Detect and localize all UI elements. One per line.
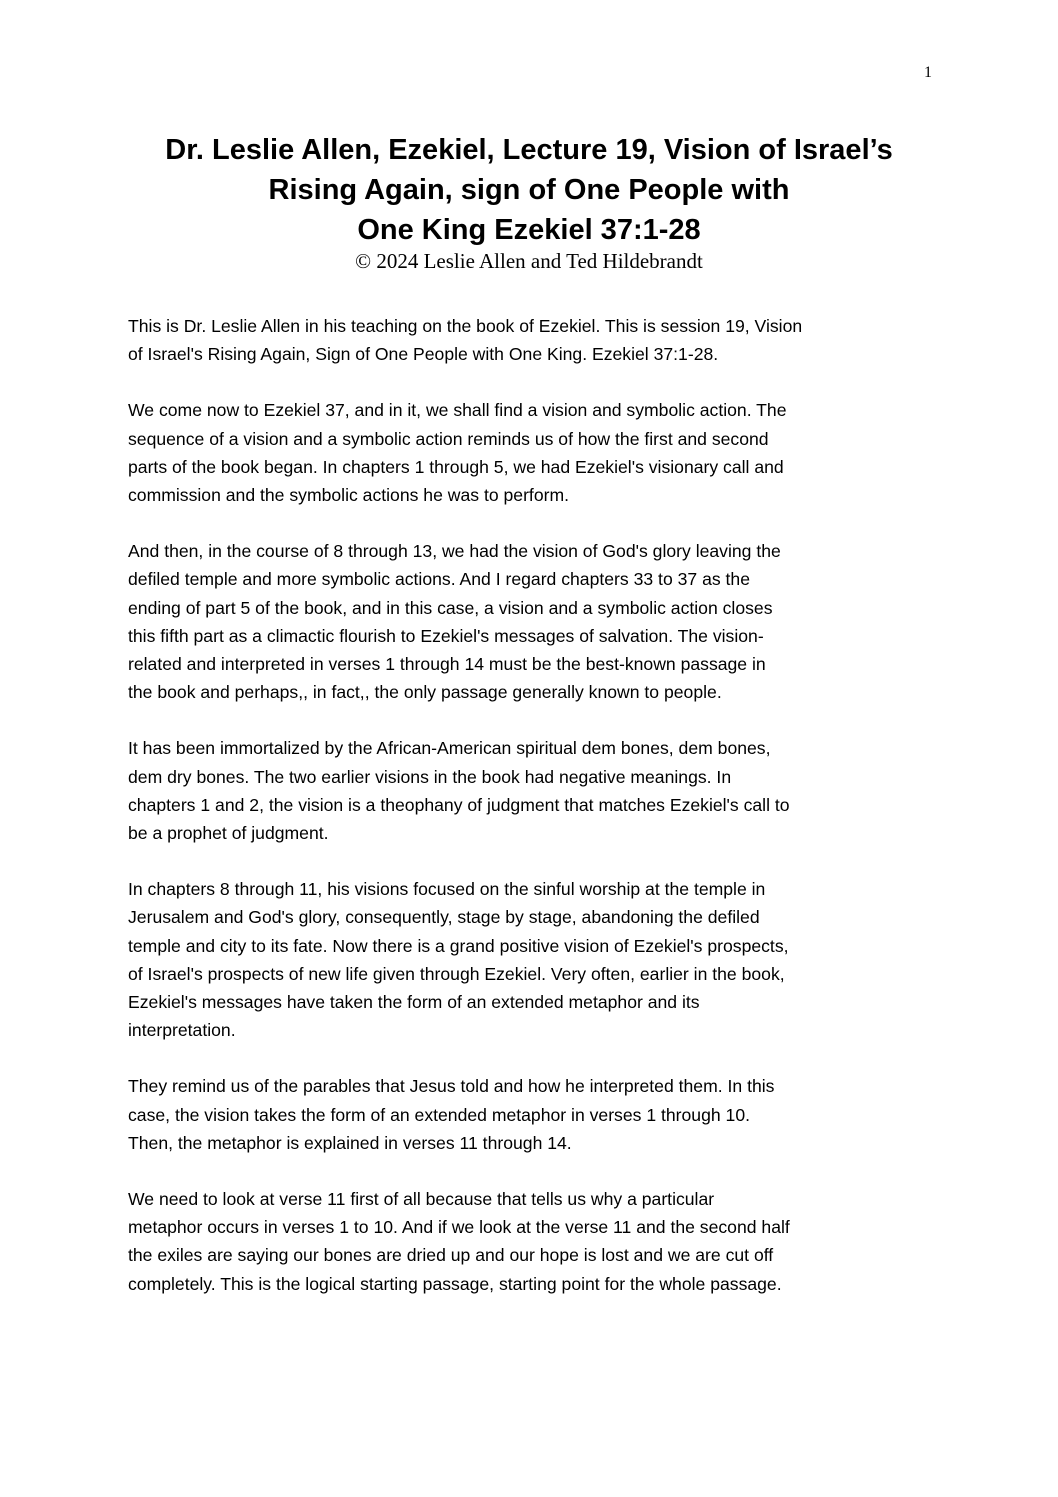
- text-line: ending of part 5 of the book, and in this case, a vision and a symbolic action closes: [128, 597, 773, 618]
- text-line: this fifth part as a climactic flourish to Ezekiel's messages of salvation. The vision-: [128, 625, 764, 646]
- text-line: the book and perhaps,, in fact,, the only passage generally known to people.: [128, 682, 722, 703]
- text-line: And then, in the course of 8 through 13, we had the vision of God's glory leaving the: [128, 541, 781, 562]
- page-number: 1: [924, 64, 932, 81]
- text-line: the exiles are saying our bones are dried up and our hope is lost and we are cut off: [128, 1245, 774, 1266]
- text-line: be a prophet of judgment.: [128, 823, 329, 844]
- text-line: They remind us of the parables that Jesus told and how he interpreted them. In this: [128, 1076, 775, 1097]
- paragraph-4: [128, 734, 928, 847]
- text-line: Jerusalem and God's glory, consequently, stage by stage, abandoning the defiled: [128, 907, 760, 928]
- paragraph-6: [128, 1072, 928, 1157]
- text-line: parts of the book began. In chapters 1 through 5, we had Ezekiel's visionary call and: [128, 456, 784, 477]
- text-line: completely. This is the logical starting passage, starting point for the whole passage.: [128, 1273, 782, 1294]
- text-line: sequence of a vision and a symbolic action reminds us of how the first and second: [128, 428, 769, 449]
- document-body: [128, 312, 928, 1326]
- text-line: temple and city to its fate. Now there is a grand positive vision of Ezekiel's prospects,: [128, 935, 789, 956]
- text-line: defiled temple and more symbolic actions. And I regard chapters 33 to 37 as the: [128, 569, 751, 590]
- text-line: This is Dr. Leslie Allen in his teaching on the book of Ezekiel. This is session 19, Vision: [128, 316, 803, 336]
- title-line-1: Dr. Leslie Allen, Ezekiel, Lecture 19, Vision of Israel’s: [165, 134, 893, 166]
- paragraph-3: [128, 537, 928, 706]
- paragraph-5: [128, 875, 928, 1044]
- title-line-3: One King Ezekiel 37:1-28: [357, 214, 701, 246]
- text-line: Ezekiel's messages have taken the form of an extended metaphor and its: [128, 992, 700, 1013]
- text-line: of Israel's prospects of new life given through Ezekiel. Very often, earlier in the book,: [128, 963, 785, 984]
- text-line: of Israel's Rising Again, Sign of One People with One King. Ezekiel 37:1-28.: [128, 344, 719, 365]
- paragraph-1: [128, 312, 928, 368]
- text-line: In chapters 8 through 11, his visions focused on the sinful worship at the temple in: [128, 879, 766, 900]
- text-line: metaphor occurs in verses 1 to 10. And if we look at the verse 11 and the second half: [128, 1217, 790, 1238]
- title-line-2: Rising Again, sign of One People with: [268, 174, 790, 206]
- text-line: interpretation.: [128, 1020, 236, 1041]
- document-header: [100, 130, 958, 274]
- text-line: related and interpreted in verses 1 through 14 must be the best-known passage in: [128, 654, 766, 675]
- text-line: dem dry bones. The two earlier visions in the book had negative meanings. In: [128, 766, 732, 787]
- text-line: chapters 1 and 2, the vision is a theophany of judgment that matches Ezekiel's call to: [128, 794, 790, 815]
- text-line: It has been immortalized by the African-American spiritual dem bones, dem bones,: [128, 738, 771, 759]
- text-line: We come now to Ezekiel 37, and in it, we shall find a vision and symbolic action. The: [128, 400, 787, 421]
- text-line: We need to look at verse 11 first of all because that tells us why a particular: [128, 1189, 715, 1210]
- text-line: Then, the metaphor is explained in verses 11 through 14.: [128, 1132, 572, 1153]
- text-line: case, the vision takes the form of an extended metaphor in verses 1 through 10.: [128, 1104, 751, 1125]
- paragraph-7: [128, 1185, 928, 1298]
- copyright-notice: © 2024 Leslie Allen and Ted Hildebrandt: [355, 249, 703, 273]
- text-line: commission and the symbolic actions he was to perform.: [128, 485, 570, 506]
- paragraph-2: [128, 396, 928, 509]
